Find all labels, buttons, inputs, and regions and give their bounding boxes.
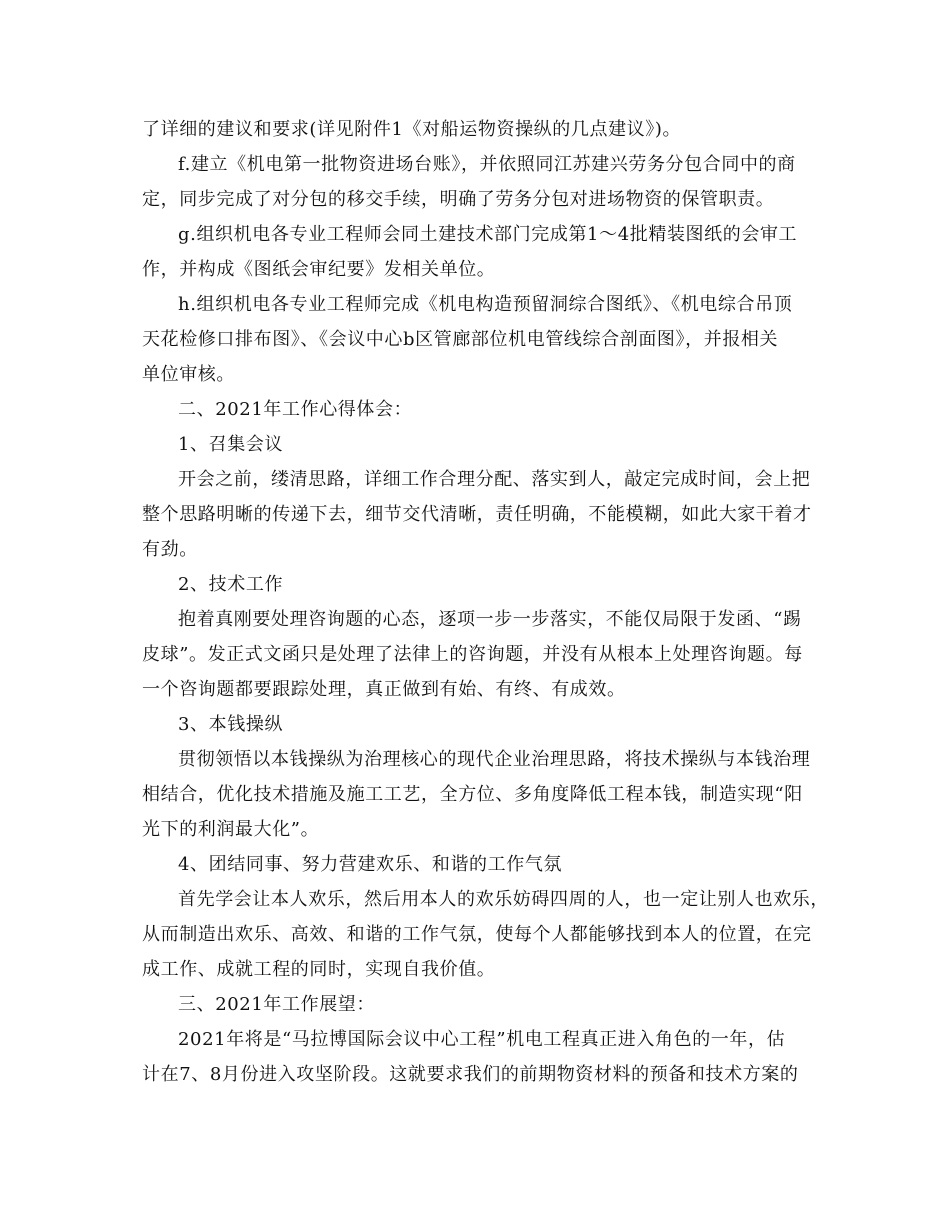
- text-line: 整个思路明晰的传递下去，细节交代清晰，责任明确，不能模糊，如此大家干着才: [142, 504, 812, 525]
- text-line: 作，并构成《图纸会审纪要》发相关单位。: [142, 259, 496, 280]
- text-line: 一个咨询题都要跟踪处理，真正做到有始、有终、有成效。: [142, 679, 626, 700]
- text-line: 了详细的建议和要求(详见附件1《对船运物资操纵的几点建议》)。: [142, 119, 682, 140]
- text-line: 定，同步完成了对分包的移交手续，明确了劳务分包对进场物资的保管职责。: [142, 189, 775, 210]
- text-line: 皮球”。发正式文函只是处理了法律上的咨询题，并没有从根本上处理咨询题。每: [142, 644, 803, 665]
- text-line: 相结合，优化技术措施及施工工艺，全方位、多角度降低工程本钱，制造实现“阳: [142, 784, 803, 805]
- text-line: 抱着真刚要处理咨询题的心态，逐项一步一步落实，不能仅局限于发函、“踢: [178, 609, 802, 630]
- text-line: 首先学会让本人欢乐，然后用本人的欢乐妨碍四周的人，也一定让别人也欢乐，: [178, 889, 829, 910]
- subsection-heading: 3、本钱操纵: [178, 714, 284, 735]
- section-heading: 三、2021年工作展望：: [178, 994, 376, 1015]
- text-line: 单位审核。: [142, 364, 235, 385]
- section-heading: 二、2021年工作心得体会：: [178, 399, 413, 420]
- text-line: 计在7、8月份进入攻坚阶段。这就要求我们的前期物资材料的预备和技术方案的: [142, 1064, 799, 1085]
- text-line: 贯彻领悟以本钱操纵为治理核心的现代企业治理思路，将技术操纵与本钱治理: [178, 749, 811, 770]
- text-line: 光下的利润最大化”。: [142, 819, 320, 840]
- text-line: 2021年将是“马拉博国际会议中心工程”机电工程真正进入角色的一年，估: [178, 1029, 786, 1050]
- subsection-heading: 2、技术工作: [178, 574, 284, 595]
- text-line: 有劲。: [142, 539, 198, 560]
- text-line: 成工作、成就工程的同时，实现自我价值。: [142, 959, 496, 980]
- text-line: 天花检修口排布图》、《会议中心b区管廊部位机电管线综合剖面图》，并报相关: [142, 329, 779, 350]
- subsection-heading: 4、团结同事、努力营建欢乐、和谐的工作气氛: [178, 854, 563, 875]
- text-line: 从而制造出欢乐、高效、和谐的工作气氛，使每个人都能够找到本人的位置，在完: [142, 924, 812, 945]
- text-line: f.建立《机电第一批物资进场台账》，并依照同江苏建兴劳务分包合同中的商: [178, 154, 796, 175]
- text-line: g.组织机电各专业工程师会同土建技术部门完成第1～4批精装图纸的会审工: [178, 224, 798, 245]
- text-line: 开会之前，缕清思路，详细工作合理分配、落实到人，敲定完成时间，会上把: [178, 469, 811, 490]
- subsection-heading: 1、召集会议: [178, 434, 284, 455]
- text-line: h.组织机电各专业工程师完成《机电构造预留洞综合图纸》、《机电综合吊顶: [178, 294, 793, 315]
